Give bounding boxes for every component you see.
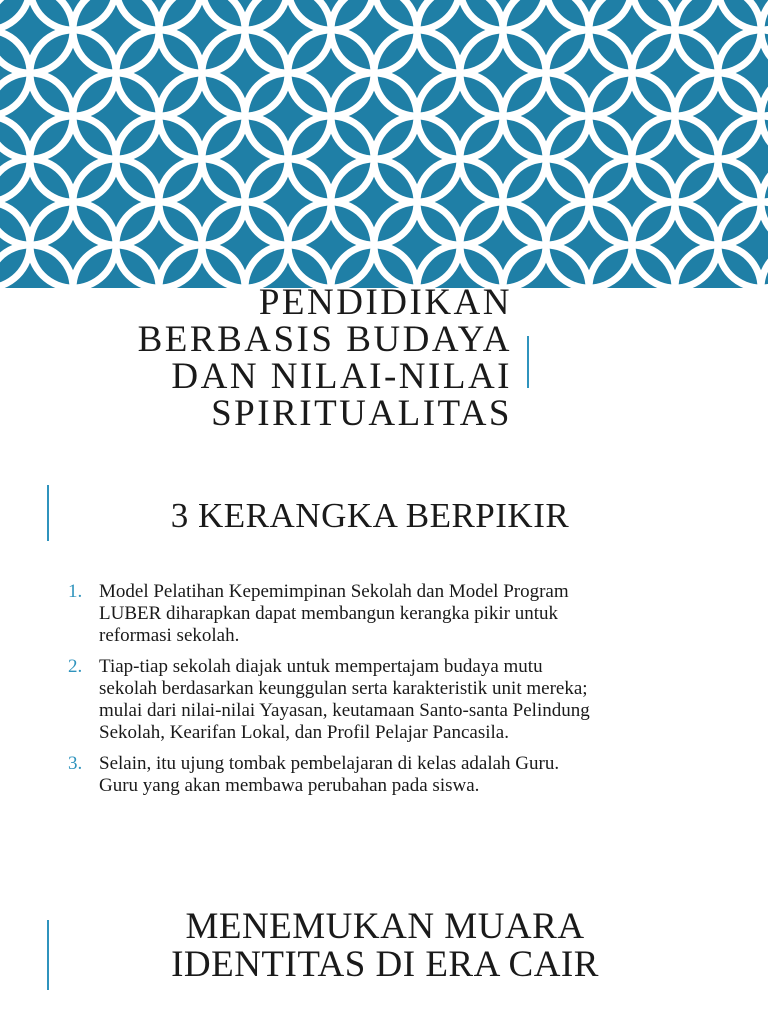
list-item-line: mulai dari nilai-nilai Yayasan, keutamaan Santo-santa Pelindung — [99, 700, 590, 721]
list-item-line: Model Pelatihan Kepemimpinan Sekolah dan Model Program — [99, 581, 569, 602]
list-item-line: Sekolah, Kearifan Lokal, dan Profil Pelajar Pancasila. — [99, 722, 509, 743]
section-accent-bar — [47, 485, 49, 541]
slide-title-line: BERBASIS BUDAYA — [137, 319, 512, 360]
list-item — [66, 656, 706, 744]
bottom-heading — [100, 908, 670, 984]
section-heading: 3 KERANGKA BERPIKIR — [170, 496, 570, 535]
list-item-line: LUBER diharapkan dapat membangun kerangka pikir untuk — [99, 603, 559, 624]
slide-title — [60, 284, 512, 432]
list-item-line: reformasi sekolah. — [99, 625, 240, 646]
list-item-line: Selain, itu ujung tombak pembelajaran di kelas adalah Guru. — [99, 753, 560, 774]
list-item-number: 2. — [68, 656, 83, 677]
list-item-line: Tiap-tiap sekolah diajak untuk mempertajam budaya mutu — [99, 656, 543, 677]
list-item — [66, 753, 706, 797]
bottom-accent-bar — [47, 920, 49, 990]
bottom-heading-line: IDENTITAS DI ERA CAIR — [171, 944, 599, 985]
slide-title-line: DAN NILAI-NILAI — [171, 356, 512, 397]
slide-title-line: PENDIDIKAN — [258, 282, 512, 323]
title-accent-bar — [527, 336, 529, 388]
bottom-heading-line: MENEMUKAN MUARA — [185, 906, 585, 947]
list-item-number: 1. — [68, 581, 83, 602]
list-item — [66, 581, 706, 647]
framework-points-list — [66, 581, 706, 806]
slide-title-line: SPIRITUALITAS — [211, 393, 512, 434]
list-item-line: Guru yang akan membawa perubahan pada siswa. — [99, 775, 480, 796]
pattern-rings — [0, 0, 768, 288]
list-item-number: 3. — [68, 753, 83, 774]
list-item-line: sekolah berdasarkan keunggulan serta karakteristik unit mereka; — [99, 678, 588, 699]
interlocking-circles-pattern — [0, 0, 768, 288]
